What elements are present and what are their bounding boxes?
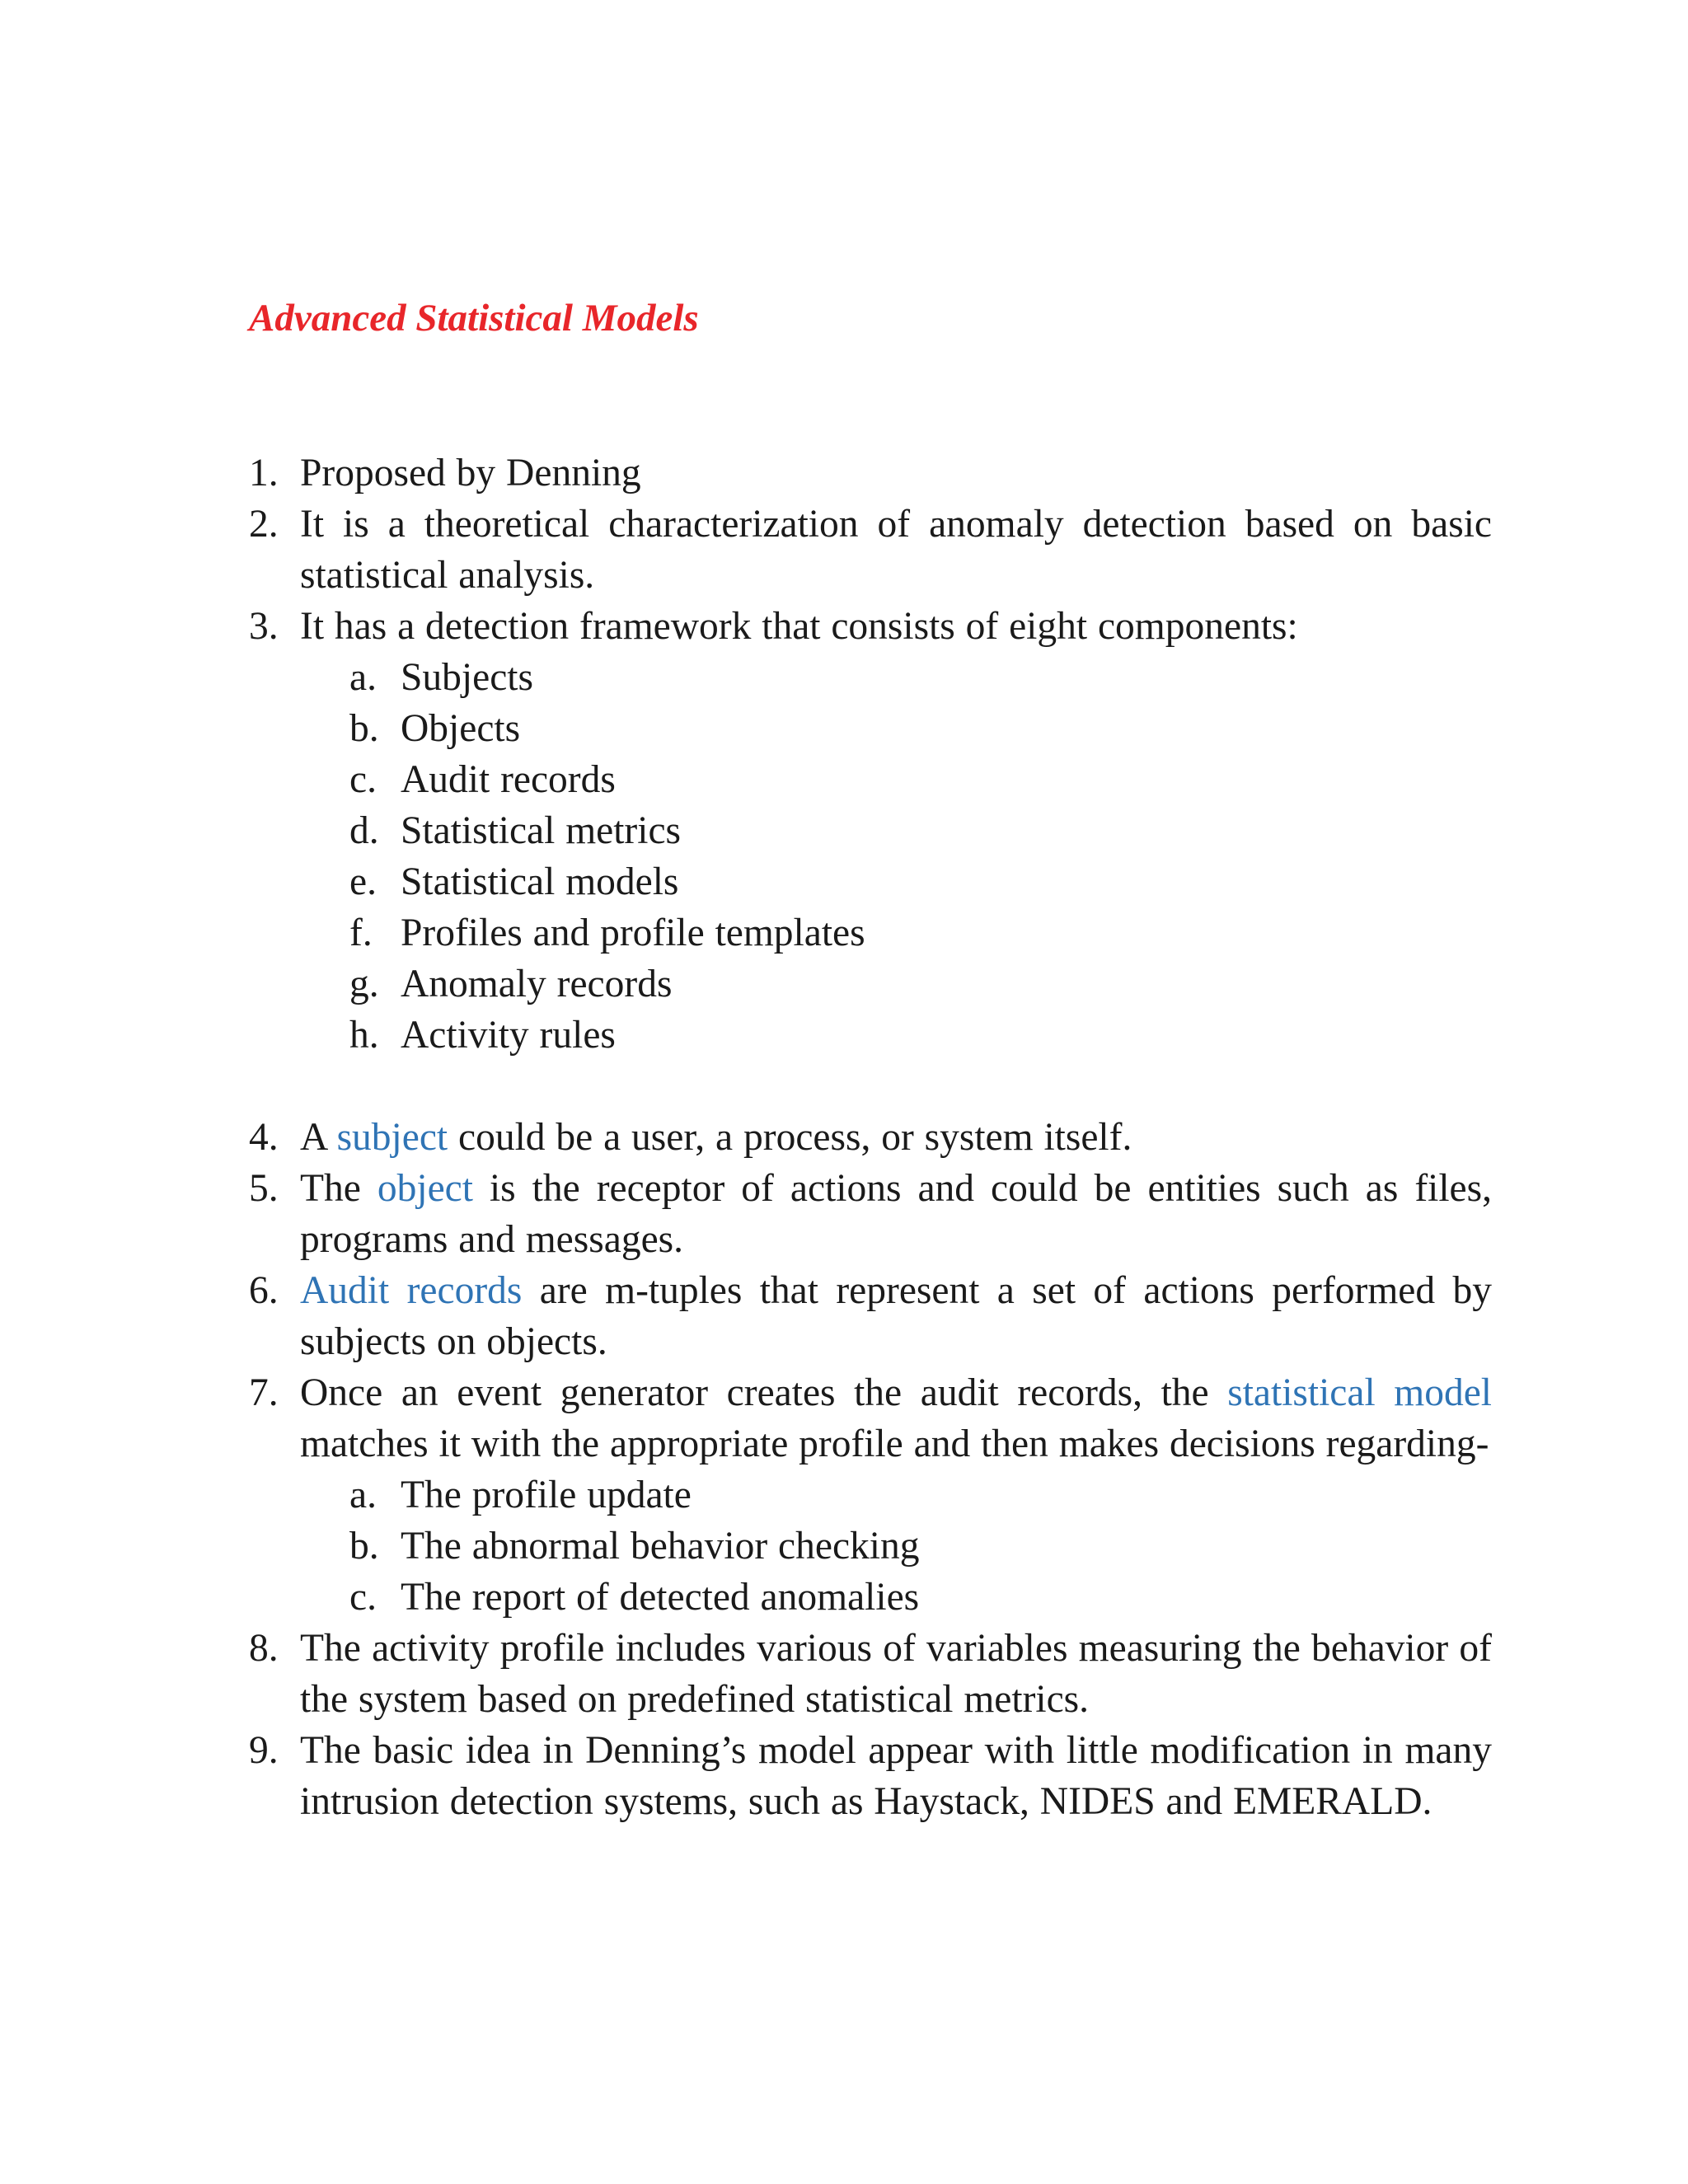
list-item-1 — [249, 448, 1492, 499]
list-item-text: The — [300, 1167, 377, 1210]
sublist-letter: a. — [349, 656, 377, 699]
list-spacer — [249, 1061, 1492, 1112]
sublist-letter: b. — [349, 707, 379, 750]
sublist-letter: a. — [349, 1474, 377, 1516]
list-item-text: Once an event generator creates the audit records, the — [300, 1371, 1228, 1414]
list-item-text: The activity profile includes various of variables measuring the behavior of the system based on predefined statistical metrics. — [300, 1627, 1492, 1721]
sublist-text: Statistical models — [401, 860, 679, 903]
sublist-text: Profiles and profile templates — [401, 912, 865, 954]
list-item-9 — [249, 1725, 1492, 1827]
sublist-item — [300, 1572, 1492, 1623]
sublist-text: The profile update — [401, 1474, 692, 1516]
list-item-5 — [249, 1163, 1492, 1265]
list-item-text: are m-tuples that represent a set of actions performed by subjects on objects. — [300, 1269, 1493, 1363]
list-item-text: matches it with the appropriate profile and then makes decisions regarding- — [300, 1422, 1489, 1465]
sublist-text: Anomaly records — [401, 963, 673, 1005]
list-number: 5. — [249, 1167, 279, 1210]
sublist-text: The abnormal behavior checking — [401, 1525, 920, 1568]
list-number: 4. — [249, 1116, 279, 1159]
numbered-list — [249, 448, 1492, 1827]
decision-sublist — [300, 1469, 1492, 1623]
list-item-text: is the receptor of actions and could be entities such as files, programs and messages. — [300, 1167, 1492, 1261]
sublist-letter: b. — [349, 1525, 379, 1568]
list-item-text: could be a user, a process, or system itself. — [448, 1116, 1132, 1159]
sublist-text: Subjects — [401, 656, 533, 699]
sublist-item — [300, 1010, 1492, 1061]
list-item-text: It has a detection framework that consists of eight components: — [300, 605, 1298, 648]
highlighted-term: object — [377, 1167, 473, 1210]
sublist-letter: g. — [349, 963, 379, 1005]
sublist-letter: c. — [349, 758, 377, 801]
sublist-item — [300, 805, 1492, 856]
list-item-6 — [249, 1265, 1492, 1367]
sublist-item — [300, 1469, 1492, 1521]
list-item-text: A — [300, 1116, 337, 1159]
list-item-text: It is a theoretical characterization of anomaly detection based on basic statistical analysis. — [300, 503, 1492, 597]
sublist-text: Objects — [401, 707, 521, 750]
sublist-letter: c. — [349, 1576, 377, 1619]
sublist-letter: h. — [349, 1014, 379, 1057]
list-item-3 — [249, 601, 1492, 1061]
sublist-item — [300, 856, 1492, 907]
sublist-item — [300, 754, 1492, 805]
list-item-text: Proposed by Denning — [300, 452, 641, 494]
sublist-item — [300, 1521, 1492, 1572]
sublist-text: The report of detected anomalies — [401, 1576, 920, 1619]
component-sublist — [300, 652, 1492, 1061]
highlighted-term: statistical model — [1227, 1371, 1492, 1414]
sublist-item — [300, 652, 1492, 703]
list-item-4 — [249, 1112, 1492, 1163]
sublist-item — [300, 703, 1492, 754]
list-number: 7. — [249, 1371, 279, 1414]
list-item-7 — [249, 1367, 1492, 1623]
sublist-letter: d. — [349, 809, 379, 852]
sublist-letter: e. — [349, 860, 377, 903]
highlighted-term: Audit records — [300, 1269, 523, 1312]
highlighted-term: subject — [336, 1116, 448, 1159]
sublist-letter: f. — [349, 912, 373, 954]
sublist-item — [300, 907, 1492, 958]
list-number: 9. — [249, 1729, 279, 1772]
list-item-8 — [249, 1623, 1492, 1725]
sublist-text: Statistical metrics — [401, 809, 682, 852]
sublist-text: Audit records — [401, 758, 616, 801]
list-number: 2. — [249, 503, 279, 546]
sublist-text: Activity rules — [401, 1014, 616, 1057]
list-number: 8. — [249, 1627, 279, 1670]
list-item-2 — [249, 499, 1492, 601]
list-number: 6. — [249, 1269, 279, 1312]
sublist-item — [300, 958, 1492, 1010]
list-item-text: The basic idea in Denning’s model appear with little modification in many intrusion detection systems, such as Haystack, NIDES and EMERALD. — [300, 1729, 1492, 1823]
list-number: 3. — [249, 605, 279, 648]
list-number: 1. — [249, 452, 279, 494]
page-title: Advanced Statistical Models — [249, 297, 699, 340]
